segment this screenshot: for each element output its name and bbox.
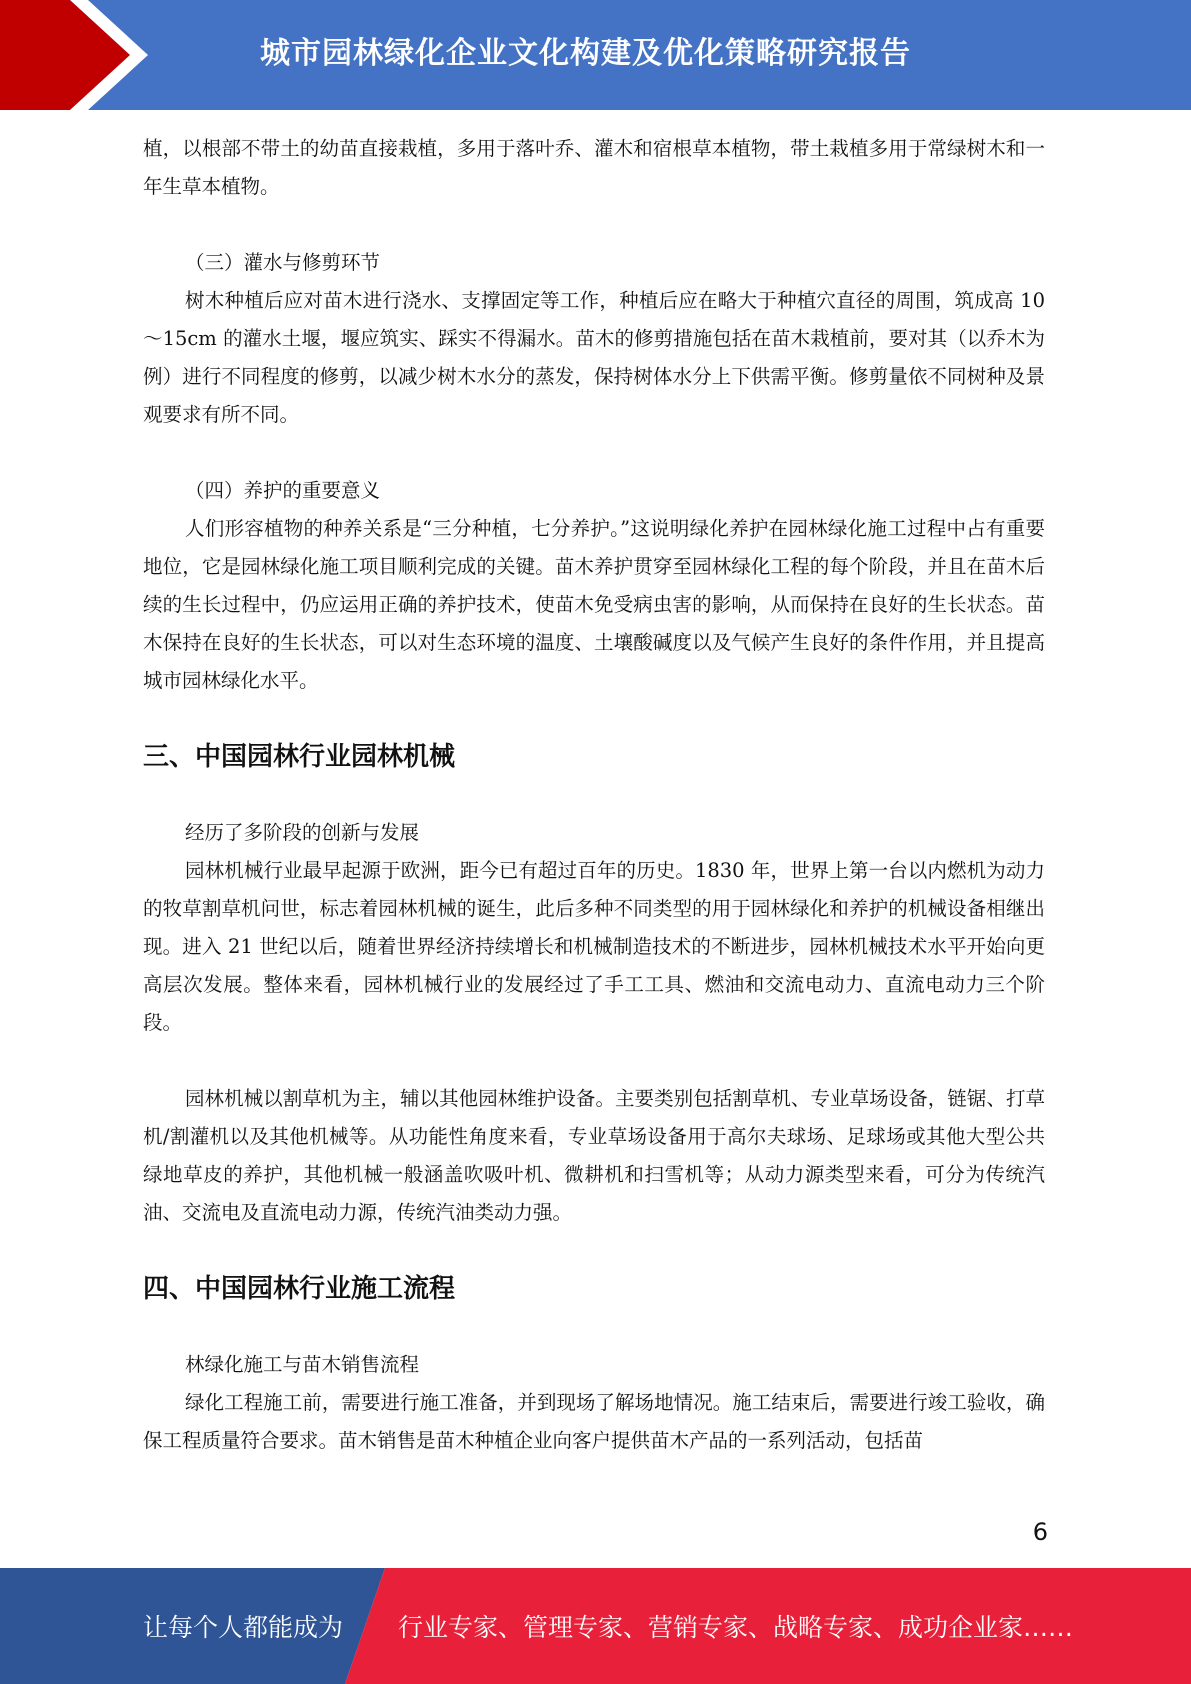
paragraph-machinery-types: 园林机械以割草机为主，辅以其他园林维护设备。主要类别包括割草机、专业草场设备，链锯、打草机/割灌机以及其他机械等。从功能性角度来看，专业草场设备用于高尔夫球场、足球场或其他大型公共绿地草皮的养护，其他机械一般涵盖吹吸叶机、微耕机和扫雪机等；从动力源类型来看，可分为传统汽油、交流电及直流电动力源，传统汽油类动力强。 [143, 1087, 1045, 1224]
document-body [143, 130, 1045, 1460]
page-number: 6 [1032, 1518, 1048, 1546]
section-heading-construction-process: 四、中国园林行业施工流程 [143, 1274, 456, 1304]
subheading-development: 经历了多阶段的创新与发展 [185, 821, 420, 844]
footer-slogan-left: 让每个人都能成为 [143, 1613, 344, 1642]
subheading-maintenance: （四）养护的重要意义 [185, 479, 381, 502]
paragraph-watering-pruning: 树木种植后应对苗木进行浇水、支撑固定等工作，种植后应在略大于种植穴直径的周围，筑成高 10～15cm 的灌水土堰，堰应筑实、踩实不得漏水。苗木的修剪措施包括在苗木栽植前，要对其（以乔木为例）进行不同程度的修剪，以减少树木水分的蒸发，保持树体水分上下供需平衡。修剪量依不同树种及景观要求有所不同。 [143, 289, 1045, 426]
section-heading-machinery: 三、中国园林行业园林机械 [143, 742, 456, 772]
paragraph-construction-process: 绿化工程施工前，需要进行施工准备，并到现场了解场地情况。施工结束后，需要进行竣工验收，确保工程质量符合要求。苗木销售是苗木种植企业向客户提供苗木产品的一系列活动，包括苗 [143, 1391, 1045, 1452]
page-header [0, 0, 1191, 110]
footer-slogan-right: 行业专家、管理专家、营销专家、战略专家、成功企业家…… [398, 1613, 1074, 1642]
paragraph-maintenance: 人们形容植物的种养关系是“三分种植，七分养护。”这说明绿化养护在园林绿化施工过程中占有重要地位，它是园林绿化施工项目顺利完成的关键。苗木养护贯穿至园林绿化工程的每个阶段，并且在苗木后续的生长过程中，仍应运用正确的养护技术，使苗木免受病虫害的影响，从而保持在良好的生长状态。苗木保持在良好的生长状态，可以对生态环境的温度、土壤酸碱度以及气候产生良好的条件作用，并且提高城市园林绿化水平。 [143, 517, 1045, 692]
subheading-sales-process: 林绿化施工与苗木销售流程 [185, 1353, 420, 1376]
paragraph-machinery-history: 园林机械行业最早起源于欧洲，距今已有超过百年的历史。1830 年，世界上第一台以内燃机为动力的牧草割草机问世，标志着园林机械的诞生，此后多种不同类型的用于园林绿化和养护的机械设备相继出现。进入 21 世纪以后，随着世界经济持续增长和机械制造技术的不断进步，园林机械技术水平开始向更高层次发展。整体来看，园林机械行业的发展经过了手工工具、燃油和交流电动力、直流电动力三个阶段。 [143, 859, 1045, 1034]
subheading-watering-pruning: （三）灌水与修剪环节 [185, 251, 381, 274]
paragraph-planting: 植，以根部不带土的幼苗直接栽植，多用于落叶乔、灌木和宿根草本植物，带土栽植多用于常绿树木和一年生草本植物。 [143, 137, 1045, 198]
page-footer [0, 1568, 1191, 1684]
report-title: 城市园林绿化企业文化构建及优化策略研究报告 [260, 36, 911, 71]
